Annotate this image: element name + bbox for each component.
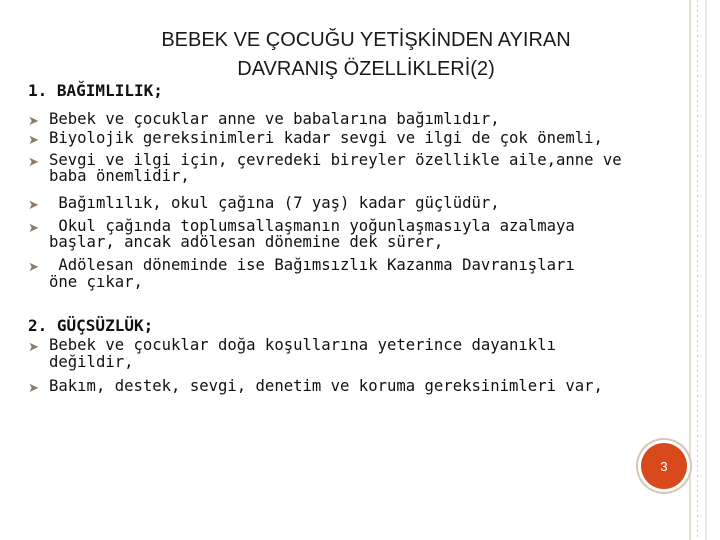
bullet-text: Bağımlılık, okul çağına (7 yaş) kadar güçlüdür, [49, 194, 500, 212]
bullet-text: Adölesan döneminde ise Bağımsızlık Kazanma Davranışları [49, 256, 575, 274]
bullet-text-continued: baba önemlidir, [49, 167, 190, 185]
bullet-text: Okul çağında toplumsallaşmanın yoğunlaşmasıyla azalmaya [49, 217, 575, 235]
arrowhead-bullet-icon: ➤ [28, 381, 39, 396]
bullet-text: Bakım, destek, sevgi, denetim ve koruma gereksinimleri var, [49, 377, 603, 395]
arrowhead-bullet-icon: ➤ [28, 114, 39, 129]
decorative-border-inner [705, 0, 707, 540]
bullet-text-continued: değildir, [49, 353, 134, 371]
bullet-text: Sevgi ve ilgi için, çevredeki bireyler özellikle aile,anne ve [49, 151, 622, 169]
bullet-text: Bebek ve çocuklar anne ve babalarına bağımlıdır, [49, 110, 500, 128]
page-number-badge: 3 [641, 443, 687, 489]
arrowhead-bullet-icon: ➤ [28, 133, 39, 148]
section-heading-gucsuzluk: 2. GÜÇSÜZLÜK; [28, 316, 154, 335]
arrowhead-bullet-icon: ➤ [28, 340, 39, 355]
section-heading-bagimlilik: 1. BAĞIMLILIK; [28, 81, 163, 100]
arrowhead-bullet-icon: ➤ [28, 221, 39, 236]
bullet-text-continued: başlar, ancak adölesan dönemine dek sürer, [49, 233, 444, 251]
decorative-border-dotted [697, 0, 698, 540]
slide-title-line-1: BEBEK VE ÇOCUĞU YETİŞKİNDEN AYIRAN [161, 29, 571, 51]
decorative-border [689, 0, 691, 540]
arrowhead-bullet-icon: ➤ [28, 260, 39, 275]
arrowhead-bullet-icon: ➤ [28, 155, 39, 170]
arrowhead-bullet-icon: ➤ [28, 198, 39, 213]
bullet-text-continued: öne çıkar, [49, 273, 143, 291]
bullet-text: Biyolojik gereksinimleri kadar sevgi ve ilgi de çok önemli, [49, 129, 603, 147]
bullet-text: Bebek ve çocuklar doğa koşullarına yeterince dayanıklı [49, 336, 556, 354]
slide-title-line-2: DAVRANIŞ ÖZELLİKLERİ(2) [237, 58, 495, 80]
